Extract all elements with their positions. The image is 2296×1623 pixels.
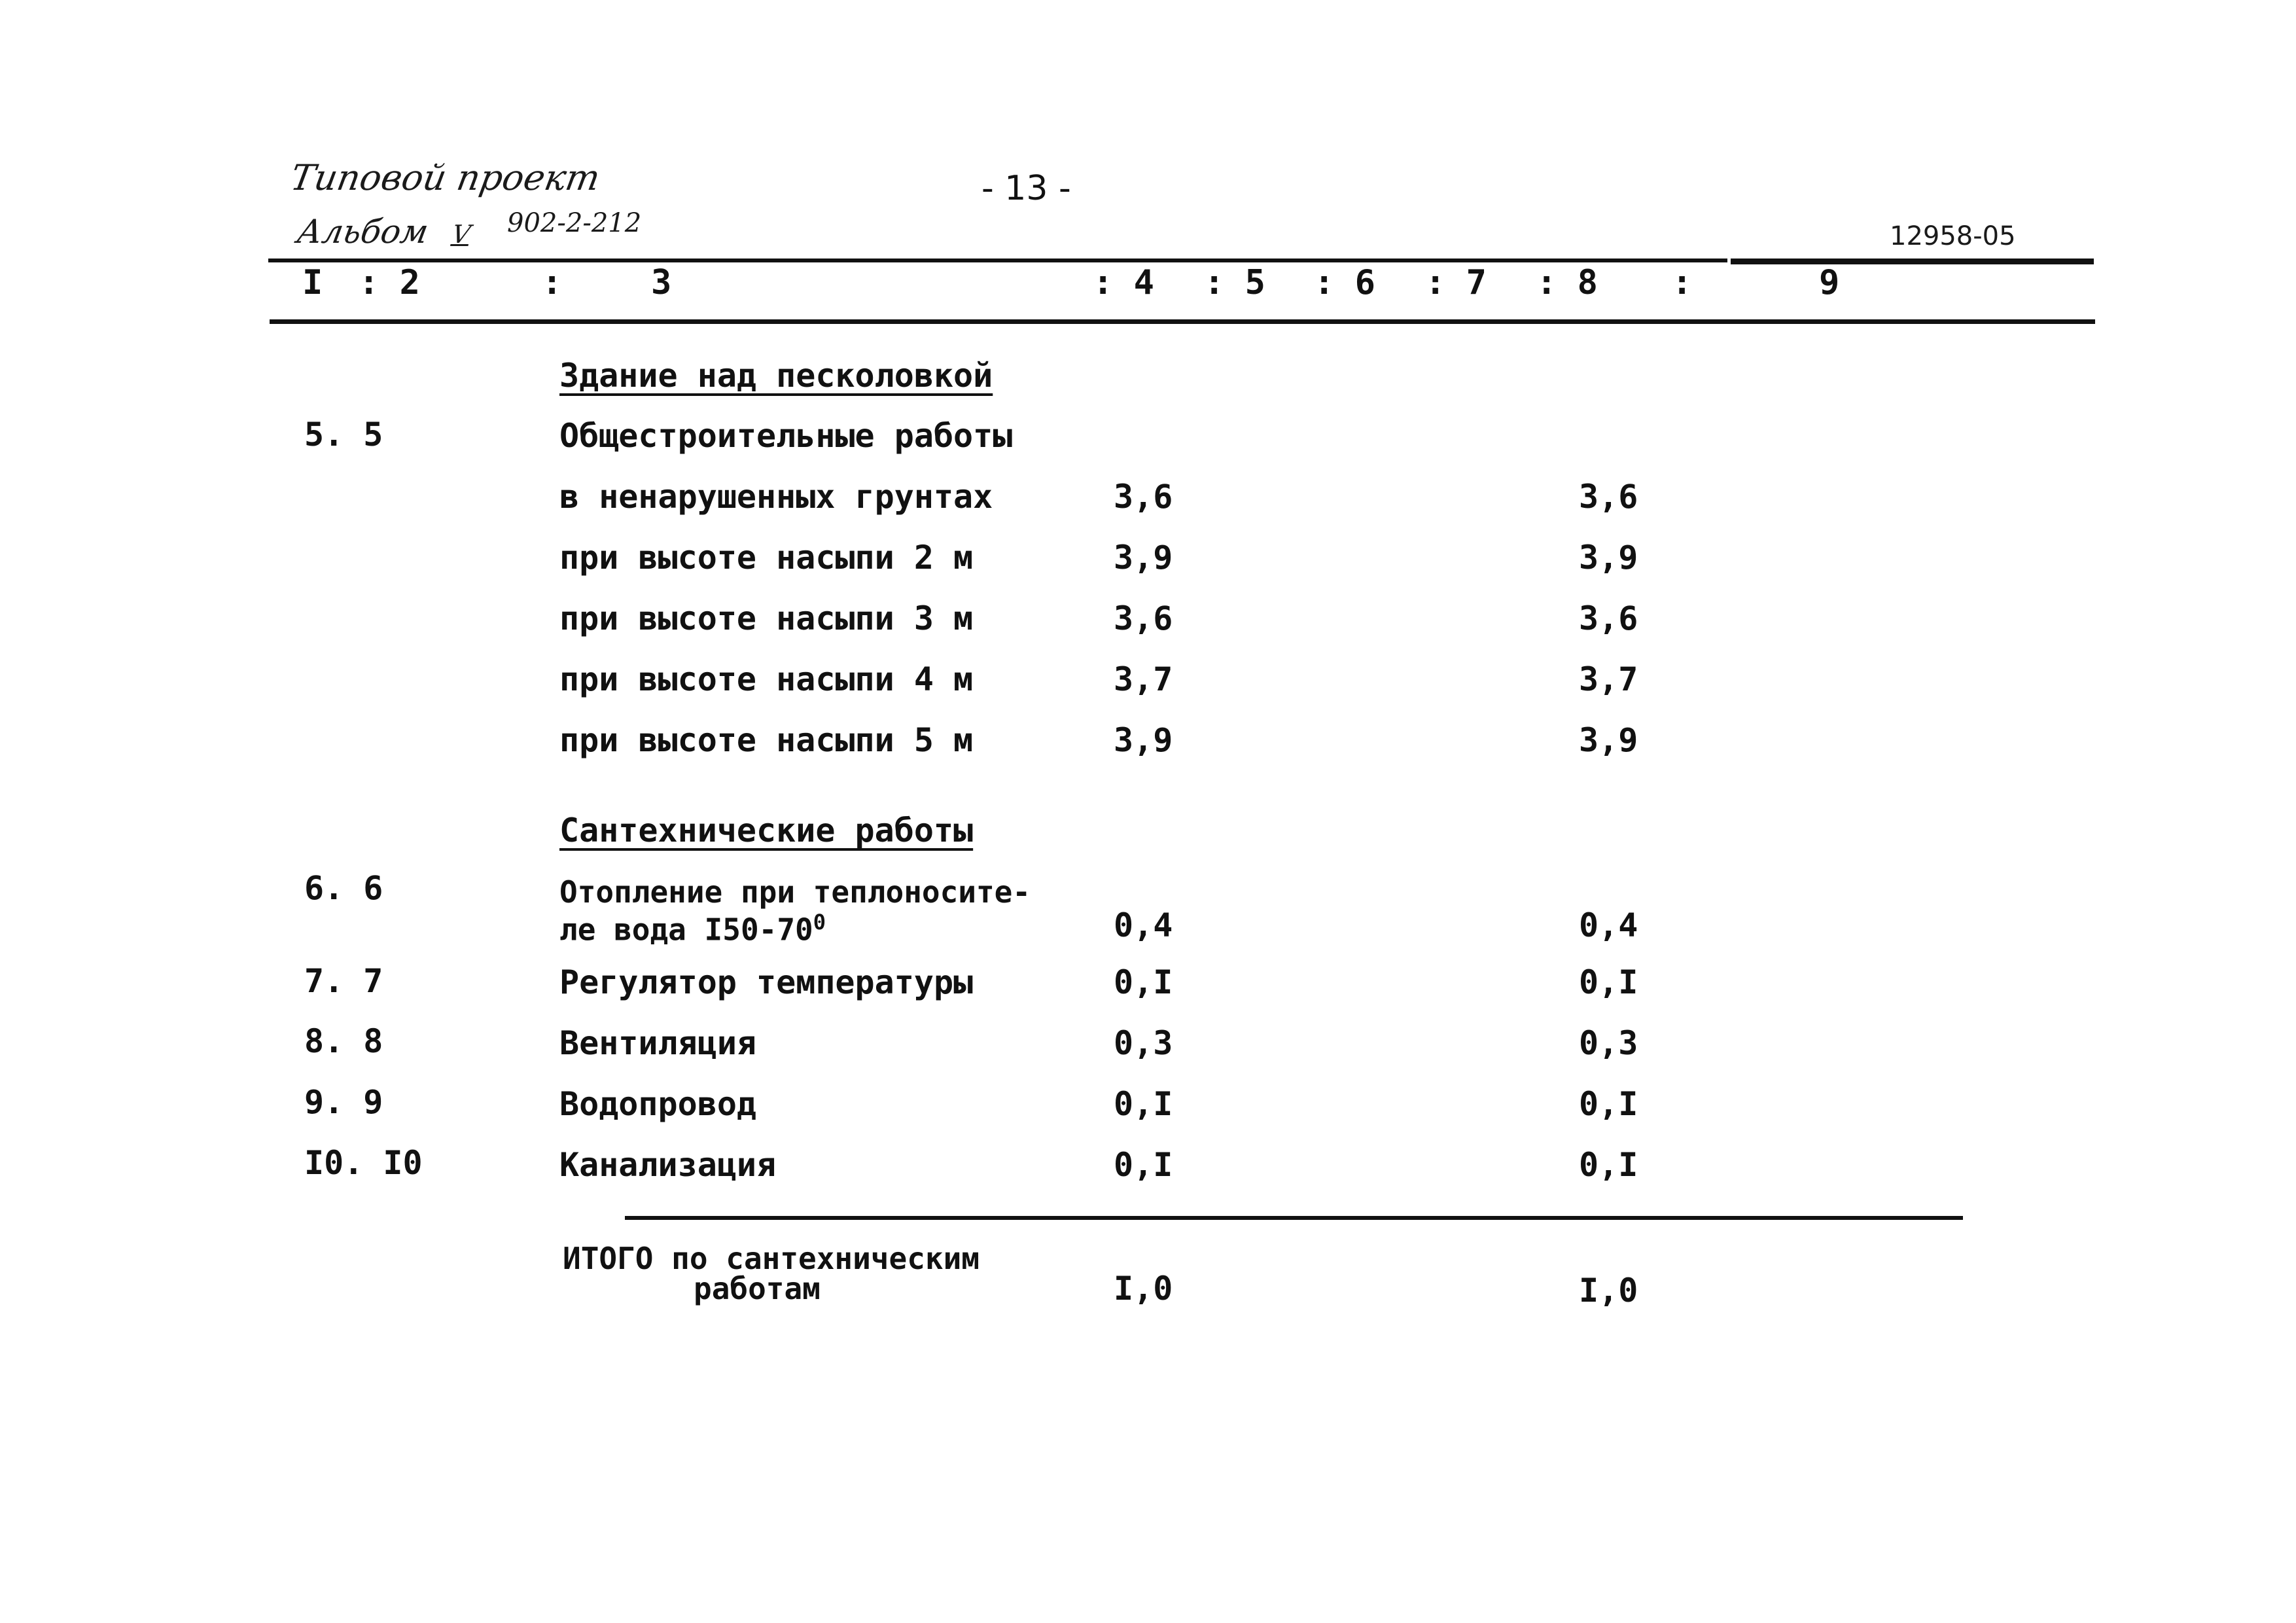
- col-8-header: : 8: [1536, 263, 1598, 302]
- col-8-value: 3,6: [1579, 599, 1638, 637]
- document-code: 12958-05: [1890, 221, 2016, 251]
- col-4-header: : 4: [1093, 263, 1154, 302]
- col-8-value: 0,I: [1579, 963, 1638, 1001]
- row-number: 9. 9: [304, 1083, 383, 1121]
- col-4-value: 0,I: [1114, 1146, 1173, 1184]
- header-top-rule-right: [1731, 259, 2094, 264]
- row-name: при высоте насыпи 5 м: [559, 721, 974, 759]
- row-name: Общестроительные работы: [559, 417, 1013, 455]
- row-name-line-2: [559, 907, 826, 948]
- col-4-value: 3,7: [1114, 660, 1173, 698]
- col-8-value: 0,4: [1579, 906, 1638, 944]
- col-3-separator: :: [542, 263, 563, 302]
- row-name: при высоте насыпи 3 м: [559, 599, 974, 637]
- col-5-header: : 5: [1204, 263, 1265, 302]
- header-bottom-rule: [270, 319, 2095, 324]
- col-7-header: : 7: [1425, 263, 1487, 302]
- row-name: при высоте насыпи 2 м: [559, 539, 974, 577]
- total-col-4-value: I,0: [1114, 1270, 1173, 1308]
- row-name: Канализация: [559, 1146, 777, 1184]
- row-name: в ненарушенных грунтах: [559, 478, 993, 516]
- col-4-value: 0,I: [1114, 963, 1173, 1001]
- handwritten-album: [294, 213, 474, 251]
- col-8-value: 0,3: [1579, 1024, 1638, 1062]
- row-name: Вентиляция: [559, 1024, 757, 1062]
- total-label-line-1: ИТОГО по сантехническим: [563, 1241, 980, 1276]
- section-heading-building: Здание над песколовкой: [559, 357, 993, 395]
- col-4-value: 0,3: [1114, 1024, 1173, 1062]
- col-8-value: 3,9: [1579, 721, 1638, 759]
- col-8-value: 0,I: [1579, 1146, 1638, 1184]
- col-8-value: 3,7: [1579, 660, 1638, 698]
- degree-mark: 0: [813, 910, 826, 935]
- col-4-value: 0,4: [1114, 906, 1173, 944]
- row-number: 7. 7: [304, 962, 383, 1000]
- row-name: при высоте насыпи 4 м: [559, 660, 974, 698]
- col-4-value: 3,6: [1114, 599, 1173, 637]
- total-label-line-2: работам: [694, 1271, 821, 1306]
- album-label: Альбом: [294, 213, 432, 251]
- col-4-value: 0,I: [1114, 1085, 1173, 1123]
- row-name-line-1: Отопление при теплоносите-: [559, 874, 1031, 910]
- col-8-value: 3,9: [1579, 539, 1638, 577]
- section-heading-sanitary: Сантехнические работы: [559, 812, 974, 849]
- col-8-separator: :: [1672, 263, 1693, 302]
- album-number: V: [450, 220, 473, 249]
- total-rule: [625, 1216, 1963, 1220]
- row-number: 8. 8: [304, 1022, 383, 1060]
- row-number: 5. 5: [304, 416, 383, 454]
- col-8-value: 3,6: [1579, 478, 1638, 516]
- col-6-header: : 6: [1314, 263, 1375, 302]
- col-4-value: 3,9: [1114, 539, 1173, 577]
- header-top-rule: [268, 259, 1727, 262]
- col-4-value: 3,6: [1114, 478, 1173, 516]
- series-number: 902-2-212: [507, 208, 642, 238]
- col-1-header: I: [302, 263, 323, 302]
- handwritten-title: Типовой проект: [287, 157, 603, 198]
- col-9-header: 9: [1819, 263, 1840, 302]
- row-name: Регулятор температуры: [559, 963, 974, 1001]
- page-number: - 13 -: [981, 169, 1071, 208]
- col-3-header: 3: [651, 263, 672, 302]
- row-number: I0. I0: [304, 1144, 423, 1182]
- heating-text: ле вода I50-70: [559, 912, 813, 948]
- row-number: 6. 6: [304, 869, 383, 907]
- total-col-8-value: I,0: [1579, 1272, 1638, 1310]
- col-2-header: : 2: [359, 263, 420, 302]
- col-8-value: 0,I: [1579, 1085, 1638, 1123]
- col-4-value: 3,9: [1114, 721, 1173, 759]
- row-name: Водопровод: [559, 1085, 757, 1123]
